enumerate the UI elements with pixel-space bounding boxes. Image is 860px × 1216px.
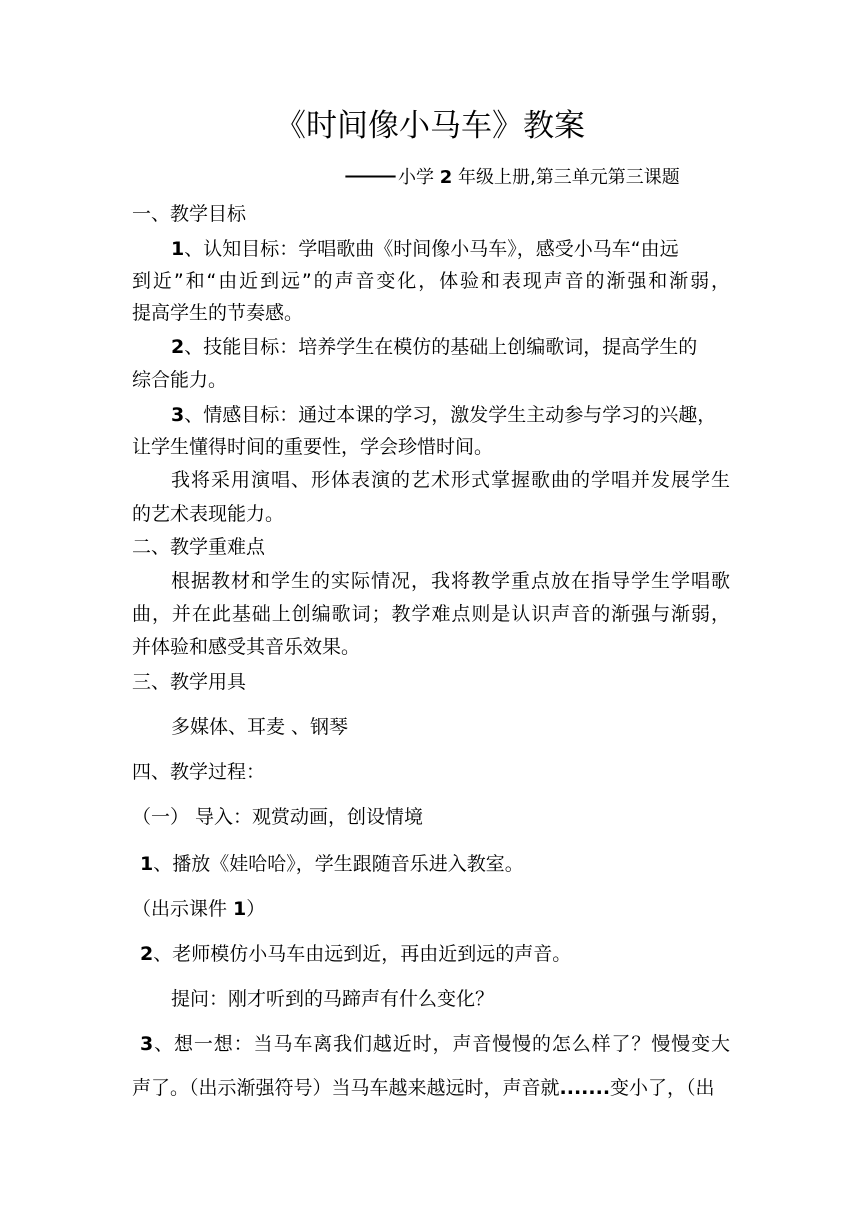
subtitle-prefix: 小学 <box>398 167 440 188</box>
objective-1-line-1 <box>171 234 679 264</box>
courseware-note-number: 1 <box>233 898 247 920</box>
process-part-1-heading: （一） 导入：观赏动画，创设情境 <box>132 806 424 828</box>
process-step-3-number: 3 <box>140 1033 154 1055</box>
process-step-3-line-1 <box>140 1029 730 1059</box>
process-step-3-text-1: 、想一想：当马车离我们越近时，声音慢慢的怎么样了？慢慢变大 <box>153 1033 730 1055</box>
courseware-note <box>132 894 265 924</box>
subtitle-dash: —— <box>344 158 394 191</box>
method-line-1: 我将采用演唱、形体表演的艺术形式掌握歌曲的学唱并发展学生 <box>171 469 730 491</box>
process-step-3-dots: ....... <box>559 1077 611 1099</box>
process-step-2 <box>140 939 571 969</box>
objective-1-number: 1 <box>171 238 185 260</box>
courseware-note-prefix: （出示课件 <box>132 898 234 920</box>
process-step-2-number: 2 <box>140 943 154 965</box>
objective-3-number: 3 <box>171 404 185 426</box>
key-points-line-1: 根据教材和学生的实际情况，我将教学重点放在指导学生学唱歌 <box>171 570 730 592</box>
section-heading-objectives: 一、教学目标 <box>132 203 247 225</box>
objective-1-text-1: 、认知目标：学唱歌曲《时间像小马车》，感受小马车“由远 <box>184 238 679 260</box>
document-title: 《时间像小马车》教案 <box>275 108 585 144</box>
document-subtitle <box>344 160 680 193</box>
process-step-3-line-2 <box>132 1073 715 1103</box>
process-question: 提问：刚才听到的马蹄声有什么变化？ <box>171 988 495 1010</box>
section-heading-tools: 三、教学用具 <box>132 671 247 693</box>
tools-list: 多媒体、耳麦 、钢琴 <box>171 716 349 738</box>
process-step-1 <box>140 849 524 879</box>
process-step-2-text: 、老师模仿小马车由远到近，再由近到远的声音。 <box>153 943 572 965</box>
method-line-2: 的艺术表现能力。 <box>132 503 285 525</box>
subtitle-grade: 2 <box>439 167 453 188</box>
objective-3-line-1 <box>171 400 716 430</box>
objective-2-line-1 <box>171 332 697 362</box>
courseware-note-suffix: ） <box>246 898 266 920</box>
objective-2-line-2: 综合能力。 <box>132 369 228 391</box>
process-step-1-text: 、播放《娃哈哈》，学生跟随音乐进入教室。 <box>153 853 524 875</box>
objective-3-text-1: 、情感目标：通过本课的学习，激发学生主动参与学习的兴趣， <box>184 404 717 426</box>
objective-2-number: 2 <box>171 336 185 358</box>
process-step-3-text-2b: 变小了，（出 <box>610 1077 715 1099</box>
process-step-3-text-2a: 声了。（出示渐强符号）当马车越来越远时，声音就 <box>132 1077 560 1099</box>
subtitle-suffix: 年级上册,第三单元第三课题 <box>452 167 680 188</box>
key-points-line-2: 曲，并在此基础上创编歌词；教学难点则是认识声音的渐强与渐弱， <box>132 603 730 625</box>
objective-2-text-1: 、技能目标：培养学生在模仿的基础上创编歌词，提高学生的 <box>184 336 698 358</box>
objective-3-line-2: 让学生懂得时间的重要性，学会珍惜时间。 <box>132 436 494 458</box>
objective-1-line-2: 到近”和“由近到远”的声音变化，体验和表现声音的渐强和渐弱， <box>132 270 730 292</box>
section-heading-process: 四、教学过程： <box>132 761 266 783</box>
section-heading-key-points: 二、教学重难点 <box>132 536 266 558</box>
process-step-1-number: 1 <box>140 853 154 875</box>
key-points-line-3: 并体验和感受其音乐效果。 <box>132 636 361 658</box>
objective-1-line-3: 提高学生的节奏感。 <box>132 302 304 324</box>
